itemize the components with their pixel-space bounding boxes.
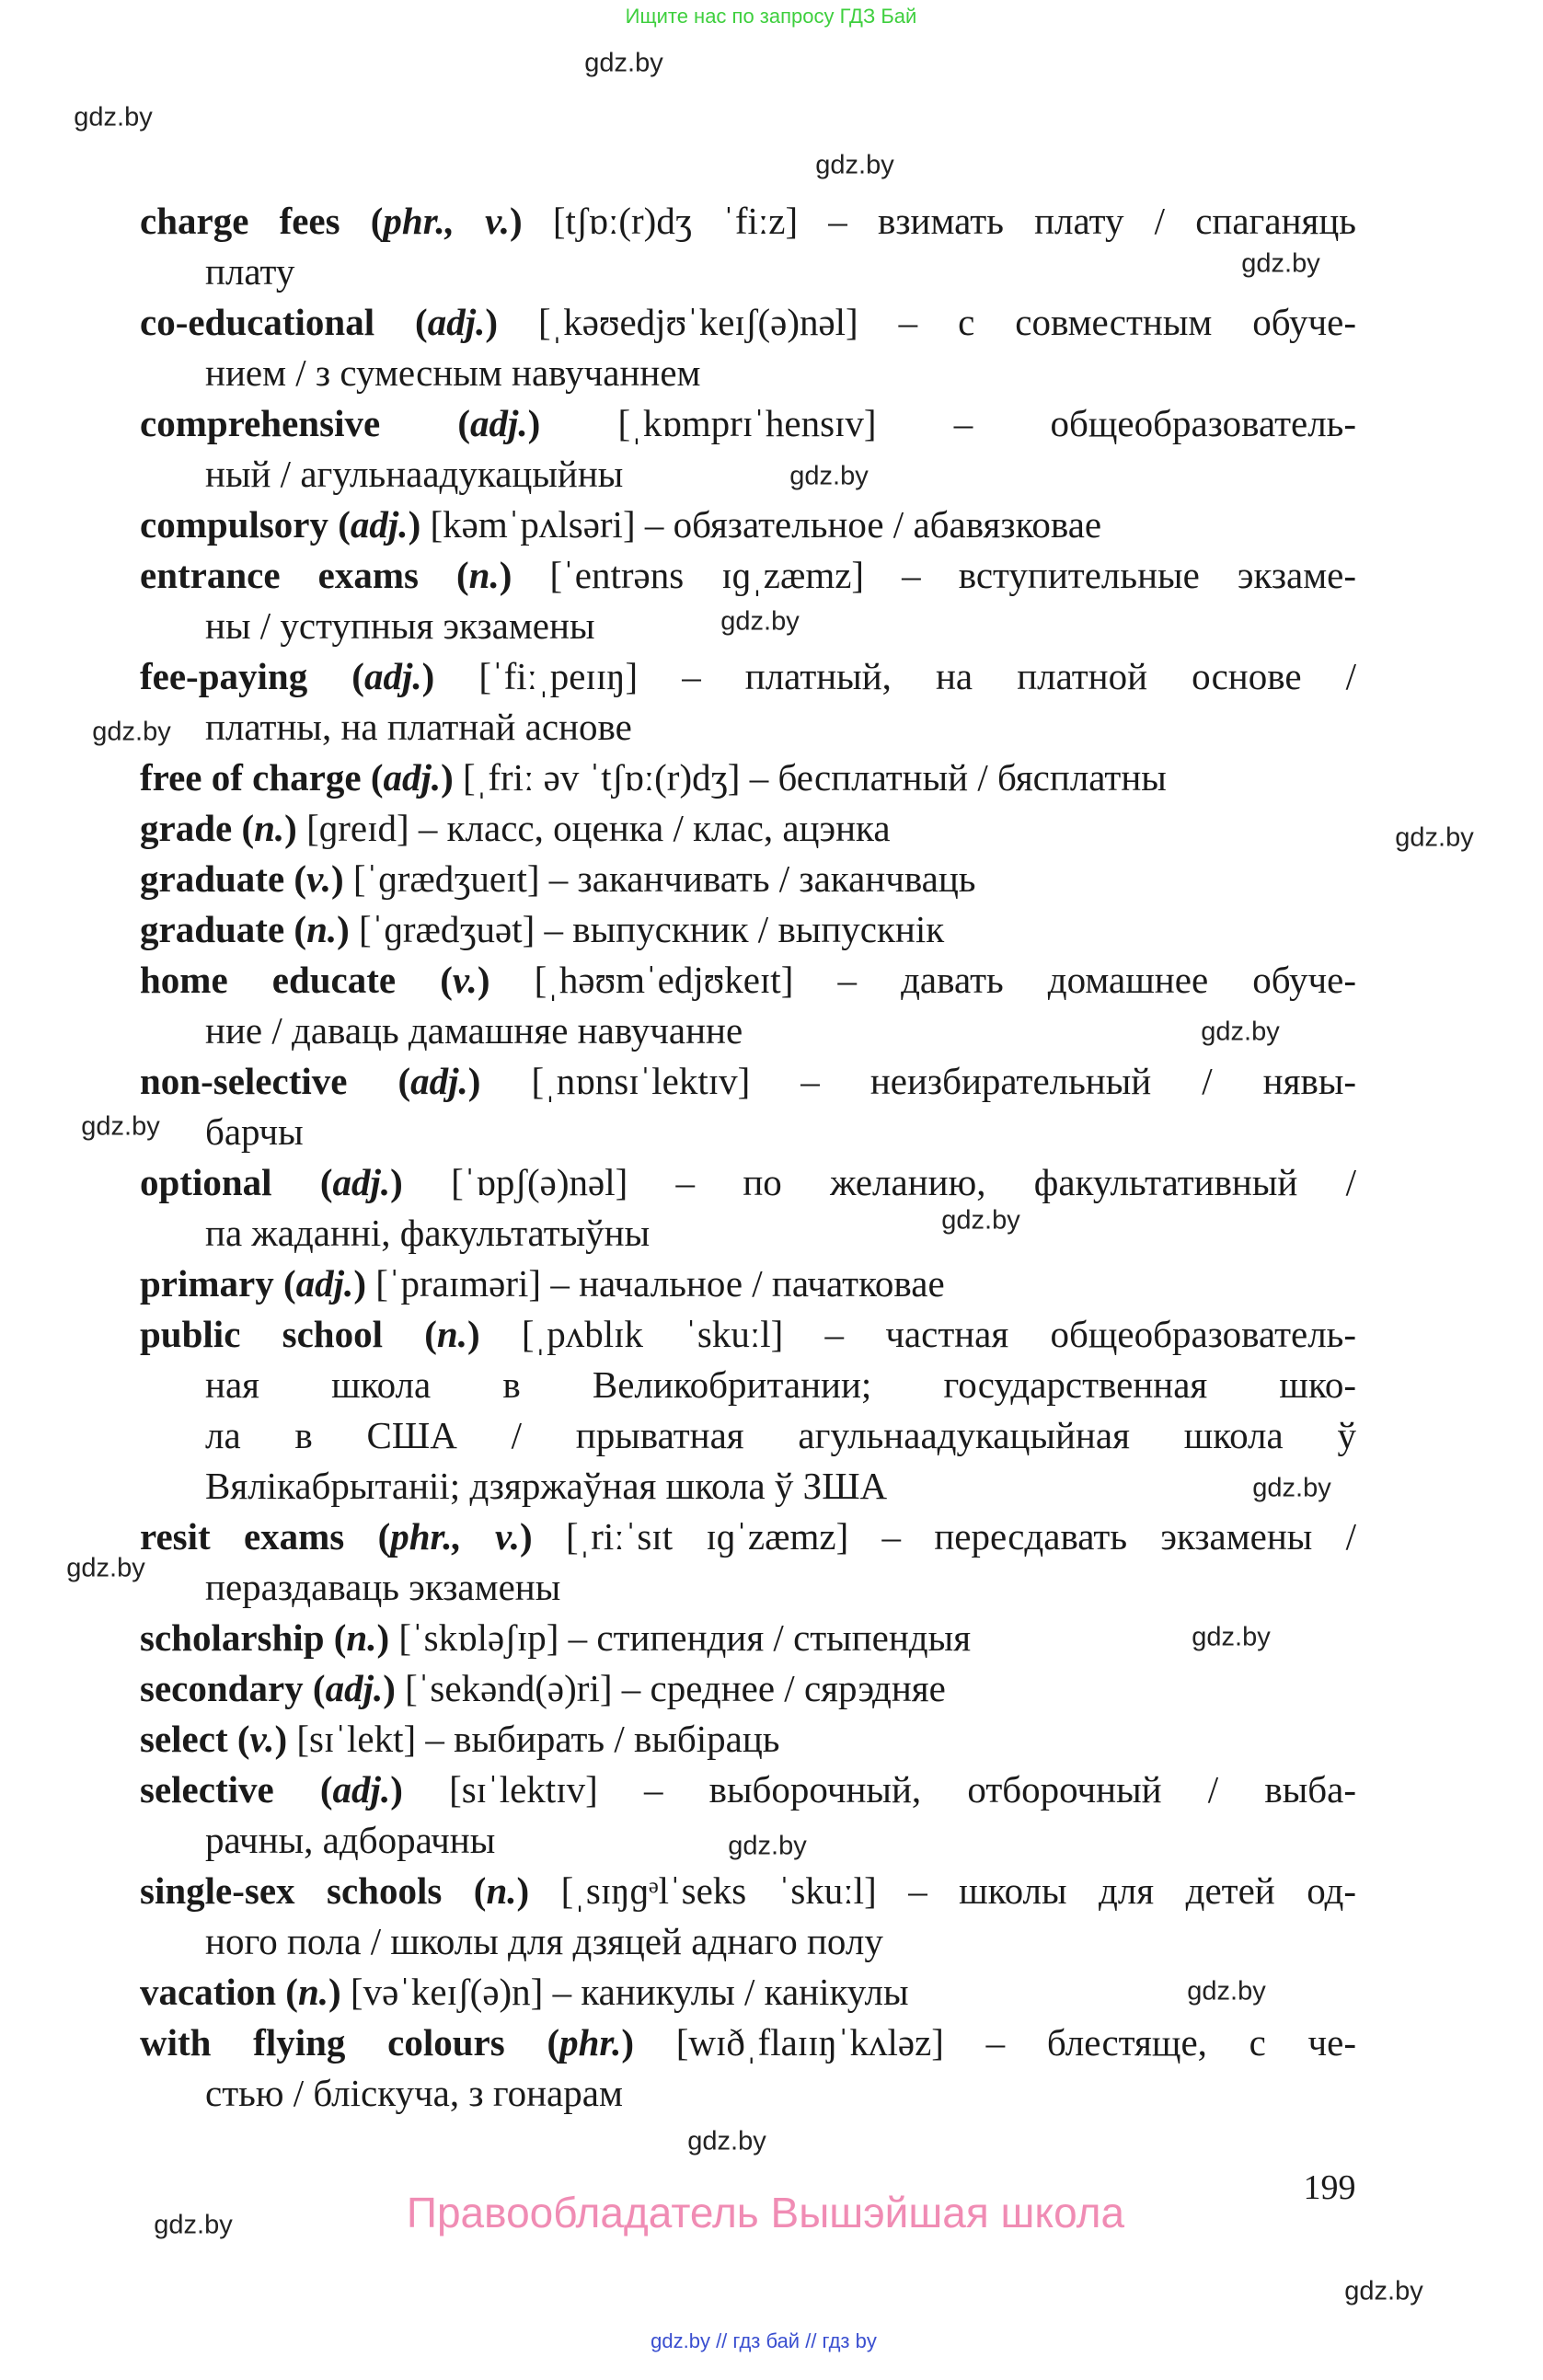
- entry-continuation-line: [140, 1815, 1356, 1866]
- entry-translation: ная школа в Великобритании; государственная шко-: [205, 1363, 1356, 1406]
- entry-term: entrance exams: [140, 554, 419, 596]
- watermark-text: gdz.by: [1344, 2276, 1423, 2306]
- entry-first-line: compulsory (adj.) [kəmˈpʌlsəri] – обязательное / абавязковае: [140, 503, 1102, 546]
- entry-pronunciation: [ˌkəʊedjʊˈkeɪʃ(ə)nəl]: [537, 301, 858, 343]
- entry-term: graduate: [140, 857, 285, 900]
- glossary-entry: [140, 1967, 1356, 2018]
- watermark-text: gdz.by: [66, 1553, 145, 1583]
- entry-translation: нием / з сумесным навучаннем: [205, 351, 701, 394]
- entry-term: graduate: [140, 908, 285, 950]
- glossary-entry: [140, 854, 1356, 904]
- entry-term: public school: [140, 1313, 383, 1355]
- entry-pronunciation: [ˌkɒmprɪˈhensɪv]: [617, 402, 877, 444]
- entry-continuation-line: [140, 1916, 1356, 1967]
- entry-translation: давать домашнее обуче-: [901, 959, 1356, 1001]
- glossary-entry: [140, 550, 1356, 651]
- glossary-entry: [140, 398, 1356, 500]
- watermark-text: gdz.by: [1395, 822, 1474, 853]
- glossary-entry: [140, 1714, 1356, 1765]
- entry-pos-wrap: (adj.): [338, 503, 421, 546]
- entry-translation: па жаданні, факультатыўны: [205, 1212, 651, 1254]
- entry-first-line: entrance exams (n.) [ˈentrəns ɪɡˌzæmz] – вступительные экзаме-: [140, 554, 1356, 596]
- entry-pos-wrap: (phr.): [547, 2021, 634, 2064]
- entry-continuation-line: [140, 702, 1356, 753]
- entry-translation: ного пола / школы для дзяцей аднаго полу: [205, 1920, 883, 1962]
- entry-continuation-line: [140, 449, 1356, 500]
- entry-term: co-educational: [140, 301, 375, 343]
- entry-first-line: select (v.) [sɪˈlekt] – выбирать / выбіраць: [140, 1718, 780, 1760]
- entry-pronunciation: [sɪˈlekt]: [296, 1718, 417, 1760]
- entry-translation: пераздаваць экзамены: [205, 1566, 561, 1608]
- entry-continuation-line: [140, 1205, 1356, 1259]
- entry-translation: школы для детей од-: [959, 1869, 1356, 1912]
- glossary-entry: [140, 955, 1356, 1056]
- entry-term: non-selective: [140, 1060, 348, 1102]
- entry-first-line: single-sex schools (n.) [ˌsɪŋɡᵊlˈseks ˈskuːl] – школы для детей од-: [140, 1869, 1356, 1912]
- entry-part-of-speech: phr.: [559, 2021, 622, 2064]
- entry-continuation-line: [140, 1107, 1356, 1157]
- watermark-text: gdz.by: [92, 717, 171, 747]
- entry-translation: обязательное / абавязковае: [673, 503, 1102, 546]
- entry-pos-wrap: (v.): [236, 1718, 288, 1760]
- glossary-entry: [140, 1613, 1356, 1663]
- entry-pronunciation: [vəˈkeɪʃ(ə)n]: [350, 1971, 544, 2013]
- watermark-text: gdz.by: [815, 150, 894, 180]
- entry-translation: выбирать / выбіраць: [454, 1718, 780, 1760]
- entry-translation: ны / уступныя экзамены: [205, 604, 595, 647]
- entry-term: primary: [140, 1262, 274, 1305]
- entry-pronunciation: [ˈɡrædʒuət]: [359, 908, 535, 950]
- entry-term: selective: [140, 1768, 274, 1811]
- entry-pos-wrap: (n.): [473, 1869, 530, 1912]
- entry-term: free of charge: [140, 756, 362, 799]
- entry-term: secondary: [140, 1667, 304, 1709]
- entry-pos-wrap: (v.): [440, 959, 490, 1001]
- glossary-entry: [140, 1663, 1356, 1714]
- entry-first-line: secondary (adj.) [ˈsekənd(ə)ri] – среднее / сярэдняе: [140, 1667, 946, 1709]
- watermark-text: gdz.by: [81, 1111, 160, 1142]
- entry-term: optional: [140, 1161, 272, 1203]
- entry-part-of-speech: adj.: [332, 1161, 391, 1203]
- entry-part-of-speech: adj.: [363, 655, 422, 697]
- entry-part-of-speech: adj.: [350, 503, 409, 546]
- entry-pronunciation: [ˈɡrædʒueɪt]: [352, 857, 540, 900]
- watermark-text: gdz.by: [154, 2210, 233, 2240]
- entry-first-line: fee-paying (adj.) [ˈfiːˌpeɪɪŋ] – платный, на платной основе /: [140, 655, 1356, 697]
- entry-pos-wrap: (n.): [241, 807, 297, 849]
- entry-pos-wrap: (adj.): [397, 1060, 481, 1102]
- watermark-text: gdz.by: [728, 1831, 807, 1861]
- entry-translation: платны, на платнай аснове: [205, 706, 632, 748]
- entry-first-line: selective (adj.) [sɪˈlektɪv] – выборочный, отборочный / выба-: [140, 1768, 1356, 1811]
- entry-first-line: home educate (v.) [ˌhəʊmˈedjʊkeɪt] – давать домашнее обуче-: [140, 959, 1356, 1001]
- glossary-entry: [140, 803, 1356, 854]
- entry-term: with flying colours: [140, 2021, 505, 2064]
- entry-part-of-speech: n.: [486, 1869, 517, 1912]
- watermark-text: gdz.by: [1187, 1976, 1266, 2006]
- entry-translation: частная общеобразователь-: [885, 1313, 1356, 1355]
- entry-pronunciation: [ˈentrəns ɪɡˌzæmz]: [549, 554, 865, 596]
- entry-pronunciation: [ˈpraɪməri]: [375, 1262, 542, 1305]
- entry-first-line: comprehensive (adj.) [ˌkɒmprɪˈhensɪv] – общеобразователь-: [140, 402, 1356, 444]
- entry-pos-wrap: (adj.): [319, 1768, 403, 1811]
- entry-translation: среднее / сярэдняе: [650, 1667, 946, 1709]
- entry-continuation-line: [140, 348, 1356, 398]
- footer-links[interactable]: gdz.by // гдз бай // гдз by: [651, 2329, 877, 2352]
- entry-translation: плату: [205, 250, 295, 293]
- entry-translation: стью / бліскуча, з гонарам: [205, 2072, 623, 2114]
- entry-pronunciation: [ˈskɒləʃɪp]: [398, 1616, 559, 1659]
- glossary-entry: [140, 1512, 1356, 1613]
- entry-term: comprehensive: [140, 402, 381, 444]
- entry-part-of-speech: v.: [249, 1718, 275, 1760]
- entry-first-line: primary (adj.) [ˈpraɪməri] – начальное / пачатковае: [140, 1262, 945, 1305]
- entry-pos-wrap: (n.): [333, 1616, 390, 1659]
- page-number: 199: [1303, 2168, 1356, 2207]
- entry-translation: по желанию, факультативный /: [743, 1161, 1356, 1203]
- entry-part-of-speech: n.: [306, 908, 338, 950]
- entry-pos-wrap: (phr., v.): [370, 200, 523, 242]
- entry-continuation-line: [140, 1562, 1356, 1613]
- glossary-entry: [140, 1765, 1356, 1866]
- watermark-text: gdz.by: [74, 102, 153, 132]
- entry-translation: барчы: [205, 1110, 304, 1153]
- entry-first-line: with flying colours (phr.) [wɪðˌflaɪɪŋˈkʌləz] – блестяще, с че-: [140, 2021, 1356, 2064]
- entry-continuation-line: [140, 1360, 1356, 1410]
- entry-pronunciation: [kəmˈpʌlsəri]: [430, 503, 636, 546]
- entry-pos-wrap: (adj.): [370, 756, 454, 799]
- entry-pos-wrap: (n.): [456, 554, 512, 596]
- watermark-text: gdz.by: [1252, 1473, 1331, 1503]
- entry-continuation-line: [140, 1461, 1356, 1512]
- entry-term: compulsory: [140, 503, 328, 546]
- watermark-text: gdz.by: [941, 1205, 1020, 1236]
- entry-part-of-speech: adj.: [427, 301, 486, 343]
- entry-first-line: graduate (v.) [ˈɡrædʒueɪt] – заканчивать / заканчваць: [140, 857, 976, 900]
- entry-translation: блестяще, с че-: [1046, 2021, 1356, 2064]
- glossary-entry: [140, 1866, 1356, 1967]
- entry-first-line: co-educational (adj.) [ˌkəʊedjʊˈkeɪʃ(ə)nəl] – с совместным обуче-: [140, 301, 1356, 343]
- top-banner: Ищите нас по запросу ГДЗ Бай: [625, 5, 917, 28]
- entry-translation: заканчивать / заканчваць: [577, 857, 976, 900]
- entry-pos-wrap: (n.): [285, 1971, 341, 2013]
- entry-term: resit exams: [140, 1515, 345, 1558]
- entry-pronunciation: [ˌhəʊmˈedjʊkeɪt]: [534, 959, 794, 1001]
- entry-translation: Вялікабрытаніі; дзяржаўная школа ў ЗША: [205, 1465, 888, 1507]
- entry-pronunciation: [ˈɒpʃ(ə)nəl]: [451, 1161, 628, 1203]
- entry-translation: рачны, адборачны: [205, 1819, 496, 1861]
- entry-translation: с совместным обуче-: [958, 301, 1356, 343]
- entry-pos-wrap: (adj.): [457, 402, 541, 444]
- glossary-entry: [140, 1259, 1356, 1309]
- entry-first-line: charge fees (phr., v.) [tʃɒː(r)dʒ ˈfiːz] – взимать плату / спаганяць: [140, 200, 1356, 242]
- publisher-notice: Правообладатель Вышэйшая школа: [406, 2189, 1125, 2236]
- glossary-entry: [140, 500, 1356, 550]
- entry-pos-wrap: (adj.): [283, 1262, 366, 1305]
- entry-first-line: scholarship (n.) [ˈskɒləʃɪp] – стипендия / стыпендыя: [140, 1616, 972, 1659]
- entry-translation: бесплатный / бясплатны: [777, 756, 1167, 799]
- entry-translation: стипендия / стыпендыя: [596, 1616, 972, 1659]
- entry-term: scholarship: [140, 1616, 325, 1659]
- entry-first-line: resit exams (phr., v.) [ˌriːˈsɪt ɪɡˈzæmz] – пересдавать экзамены /: [140, 1515, 1356, 1558]
- entry-pronunciation: [ˈsekənd(ə)ri]: [405, 1667, 613, 1709]
- entry-part-of-speech: adj.: [332, 1768, 391, 1811]
- entry-term: charge fees: [140, 200, 340, 242]
- entry-first-line: public school (n.) [ˌpʌblɪk ˈskuːl] – частная общеобразователь-: [140, 1313, 1356, 1355]
- entry-term: grade: [140, 807, 233, 849]
- glossary-entry: [140, 1056, 1356, 1157]
- entry-part-of-speech: adj.: [383, 756, 442, 799]
- entry-translation: ный / агульнаадукацыйны: [205, 453, 624, 495]
- entry-translation: общеобразователь-: [1050, 402, 1356, 444]
- watermark-text: gdz.by: [687, 2126, 766, 2156]
- entry-part-of-speech: v.: [306, 857, 331, 900]
- entry-part-of-speech: adj.: [410, 1060, 468, 1102]
- entry-translation: взимать плату / спаганяць: [877, 200, 1356, 242]
- entry-pronunciation: [ˈfiːˌpeɪɪŋ]: [478, 655, 639, 697]
- glossary-entry: [140, 2018, 1356, 2119]
- entry-translation: ние / даваць дамашняе навучанне: [205, 1009, 743, 1052]
- entry-pronunciation: [ˌpʌblɪk ˈskuːl]: [521, 1313, 784, 1355]
- watermark-text: gdz.by: [789, 461, 869, 491]
- glossary-entry: [140, 1309, 1356, 1512]
- entry-first-line: non-selective (adj.) [ˌnɒnsɪˈlektɪv] – неизбирательный / нявы-: [140, 1060, 1356, 1102]
- entry-pos-wrap: (v.): [294, 857, 344, 900]
- entry-part-of-speech: adj.: [325, 1667, 384, 1709]
- glossary-entry: [140, 651, 1356, 753]
- watermark-text: gdz.by: [1192, 1622, 1271, 1652]
- entry-pronunciation: [ɡreɪd]: [306, 807, 409, 849]
- entry-term: vacation: [140, 1971, 277, 2013]
- glossary-entry: [140, 1157, 1356, 1259]
- glossary-entry: [140, 753, 1356, 803]
- entry-translation: выпускник / выпускнік: [572, 908, 945, 950]
- entry-pronunciation: [sɪˈlektɪv]: [449, 1768, 598, 1811]
- entry-term: select: [140, 1718, 228, 1760]
- entry-pos-wrap: (n.): [424, 1313, 480, 1355]
- entry-continuation-line: [140, 1006, 1356, 1056]
- entry-pos-wrap: (n.): [294, 908, 350, 950]
- watermark-text: gdz.by: [720, 606, 800, 637]
- entry-continuation-line: [140, 2068, 1356, 2119]
- watermark-text: gdz.by: [1241, 248, 1320, 279]
- entry-translation: платный, на платной основе /: [744, 655, 1356, 697]
- entry-part-of-speech: adj.: [295, 1262, 354, 1305]
- entry-pronunciation: [ˌfriː əv ˈtʃɒː(r)dʒ]: [463, 756, 741, 799]
- entry-part-of-speech: n.: [468, 554, 500, 596]
- watermark-text: gdz.by: [584, 48, 663, 78]
- entry-translation: пересдавать экзамены /: [934, 1515, 1356, 1558]
- entry-pronunciation: [ˌriːˈsɪt ɪɡˈzæmz]: [565, 1515, 849, 1558]
- entry-part-of-speech: n.: [436, 1313, 467, 1355]
- entry-translation: начальное / пачатковае: [579, 1262, 945, 1305]
- entry-translation: класс, оценка / клас, ацэнка: [446, 807, 891, 849]
- watermark-text: gdz.by: [1201, 1017, 1280, 1047]
- entry-part-of-speech: phr., v.: [390, 1515, 520, 1558]
- entry-pos-wrap: (adj.): [319, 1161, 403, 1203]
- entry-first-line: vacation (n.) [vəˈkeɪʃ(ə)n] – каникулы / канікулы: [140, 1971, 909, 2013]
- entry-pos-wrap: (adj.): [415, 301, 499, 343]
- entry-pronunciation: [ˌsɪŋɡᵊlˈseks ˈskuːl]: [560, 1869, 877, 1912]
- entry-first-line: grade (n.) [ɡreɪd] – класс, оценка / клас, ацэнка: [140, 807, 891, 849]
- entry-pronunciation: [tʃɒː(r)dʒ ˈfiːz]: [552, 200, 799, 242]
- entry-term: home educate: [140, 959, 397, 1001]
- entry-translation: неизбирательный / нявы-: [869, 1060, 1356, 1102]
- entry-translation: выборочный, отборочный / выба-: [708, 1768, 1356, 1811]
- entry-pronunciation: [ˌnɒnsɪˈlektɪv]: [531, 1060, 751, 1102]
- entry-part-of-speech: n.: [254, 807, 285, 849]
- entry-term: fee-paying: [140, 655, 308, 697]
- entry-translation: каникулы / канікулы: [581, 1971, 909, 2013]
- entry-part-of-speech: n.: [297, 1971, 329, 2013]
- entry-first-line: graduate (n.) [ˈɡrædʒuət] – выпускник / выпускнік: [140, 908, 945, 950]
- entry-first-line: free of charge (adj.) [ˌfriː əv ˈtʃɒː(r)dʒ] – бесплатный / бясплатны: [140, 756, 1167, 799]
- glossary-entry: [140, 904, 1356, 955]
- entry-part-of-speech: adj.: [470, 402, 528, 444]
- entry-pos-wrap: (phr., v.): [377, 1515, 533, 1558]
- entry-continuation-line: [140, 247, 1356, 297]
- entry-term: single-sex schools: [140, 1869, 443, 1912]
- entry-part-of-speech: n.: [346, 1616, 377, 1659]
- entry-continuation-line: [140, 1410, 1356, 1461]
- entry-pos-wrap: (adj.): [312, 1667, 396, 1709]
- entry-pronunciation: [wɪðˌflaɪɪŋˈkʌləz]: [675, 2021, 944, 2064]
- entry-part-of-speech: v.: [452, 959, 478, 1001]
- entry-translation: ла в США / прыватная агульнаадукацыйная школа ў: [205, 1414, 1356, 1456]
- entry-part-of-speech: phr., v.: [383, 200, 510, 242]
- entry-translation: вступительные экзаме-: [958, 554, 1356, 596]
- entry-pos-wrap: (adj.): [351, 655, 435, 697]
- glossary: [140, 196, 1356, 2119]
- glossary-entry: [140, 297, 1356, 398]
- glossary-entry: [140, 196, 1356, 297]
- entry-continuation-line: [140, 601, 1356, 651]
- entry-first-line: optional (adj.) [ˈɒpʃ(ə)nəl] – по желанию, факультативный /: [140, 1161, 1356, 1203]
